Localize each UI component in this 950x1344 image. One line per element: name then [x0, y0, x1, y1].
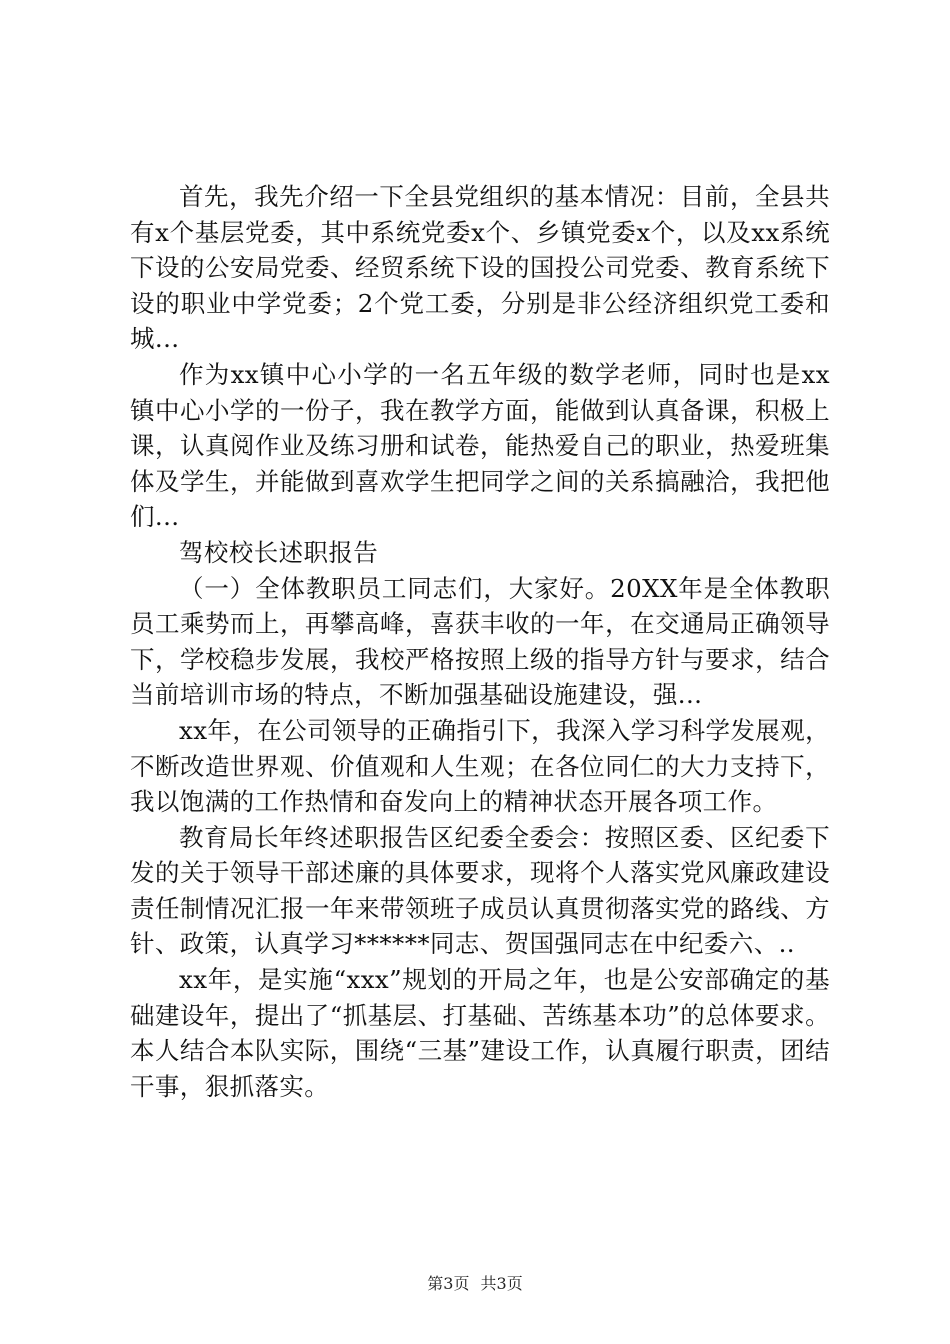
paragraph-math-teacher: 作为xx镇中心小学的一名五年级的数学老师，同时也是xx镇中心小学的一份子，我在教学方面，能做到认真备课，积极上课，认真阅作业及练习册和试卷，能热爱自己的职业，热爱班集体及学生，并能做到喜欢学生把同学之间的关系搞融洽，我把他们... — [130, 359, 830, 532]
paragraph-party-organization-overview: 首先，我先介绍一下全县党组织的基本情况：目前，全县共有x个基层党委，其中系统党委x个、乡镇党委x个，以及xx系统下设的公安局党委、经贸系统下设的国投公司党委、教育系统下设的职业中学党委；2个党工委，分别是非公经济组织党工委和城... — [130, 182, 830, 354]
paragraph-police-basic-construction: xx年，是实施“xxx”规划的开局之年，也是公安部确定的基础建设年，提出了“抓基层、打基础、苦练基本功”的总体要求。本人结合本队实际，围绕“三基”建设工作，认真履行职责，团结干事，狠抓落实。 — [130, 965, 830, 1101]
page-number: 第3页 — [427, 1274, 470, 1293]
paragraph-education-director: 教育局长年终述职报告区纪委全委会：按照区委、区纪委下发的关于领导干部述廉的具体要求，现将个人落实党风廉政建设责任制情况汇报一年来带领班子成员认真贯彻落实党的路线、方针、政策，认真学习******同志、贺国强同志在中纪委六、.. — [130, 822, 830, 959]
paragraph-driving-school-staff: （一）全体教职员工同志们，大家好。20XX年是全体教职员工乘势而上，再攀高峰，喜获丰收的一年，在交通局正确领导下，学校稳步发展，我校严格按照上级的指导方针与要求，结合当前培训市场的特点，不断加强基础设施建设，强... — [130, 573, 830, 710]
page-total: 共3页 — [480, 1274, 523, 1293]
page-footer — [0, 1274, 950, 1294]
paragraph-company-work: xx年，在公司领导的正确指引下，我深入学习科学发展观，不断改造世界观、价值观和人生观；在各位同仁的大力支持下，我以饱满的工作热情和奋发向上的精神状态开展各项工作。 — [130, 715, 830, 817]
paragraph-heading-driving-school-report: 驾校校长述职报告 — [179, 537, 379, 567]
document-body — [130, 179, 830, 1104]
